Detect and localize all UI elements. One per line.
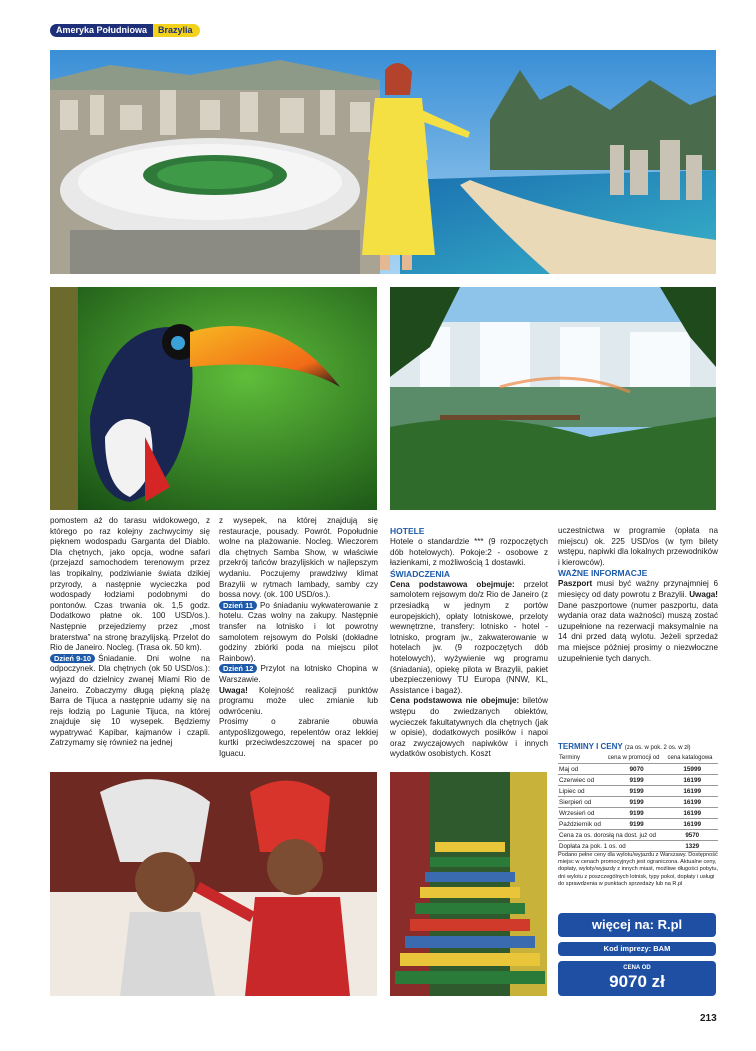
program-text: Prosimy o zabranie obuwia antypoślizgowego, repelentów oraz lekkiej kurtki przeciwdeszczowej na spacer po Iguacu. <box>219 717 378 759</box>
text-column-1 <box>50 516 210 749</box>
more-info-button[interactable]: więcej na: R.pl <box>558 913 716 937</box>
section-heading-important: WAŻNE INFORMACJE <box>558 568 648 579</box>
passport-label: Paszport <box>558 579 593 589</box>
table-header-row <box>558 753 718 764</box>
included-label: Cena podstawowa obejmuje: <box>390 579 515 589</box>
term-cell: Sierpień od <box>558 797 607 808</box>
header-cell: Terminy <box>558 753 607 764</box>
section-heading-services: ŚWIADCZENIA <box>390 568 450 579</box>
text-column-2 <box>219 516 378 760</box>
table-row-single-supplement <box>558 841 718 852</box>
header-cell: cena katalogowa <box>666 753 718 764</box>
passport-text: musi być ważny przynajmniej 6 miesięcy od daty powrotu z Brazylii. <box>558 579 718 599</box>
text-column-4 <box>558 526 718 664</box>
photo-samba-dancers <box>50 772 377 996</box>
term-cell: Maj od <box>558 764 607 775</box>
price-from-box[interactable] <box>558 961 716 996</box>
catalog-price-cell: 16199 <box>666 797 718 808</box>
warning-label: Uwaga! <box>219 685 248 695</box>
extra-label-cell: Cena za os. dorosłą na dost. już od <box>558 830 666 841</box>
term-cell: Wrzesień od <box>558 808 607 819</box>
price-from-label: CENA OD <box>623 965 651 971</box>
extra-value-cell: 9570 <box>666 830 718 841</box>
program-text: Śniadanie. Dni wolne na odpoczynek. Dla chętnych (ok 50 USD/os.): wyjazd do dzielnicy zwanej Miami Rio de Janeiro. Zobaczymy długą piękną plażę Barra de Tijuca a następnie udamy się na rejs łodzią po Lagunie Tijuca, na której znajduje się 10 wysepek. Będziemy wypatrywać Kapibar, kajmanów i czapli. Zatrzymamy się również na jednej <box>50 653 210 748</box>
hotels-text: Hotele o standardzie *** (9 rozpoczętych dób hotelowych). Pokoje:2 - osobowe z łazienkami, z możliwością 1 dostawki. <box>390 537 548 568</box>
warning-text: Kolejność realizacji punktów programu może ulec zmianie lub odwróceniu. <box>219 685 378 716</box>
photo-rio-panorama <box>50 50 716 274</box>
term-cell: Lipiec od <box>558 786 607 797</box>
price-disclaimer: Podano pełne ceny dla wylotu/wyjazdu z Warszawy. Dostępność miejsc w cenach promocyjnych jest ograniczona. Aktualne ceny, dopłaty, wyloty/wyjazdy z innych miast, możliwe długości pobytu, dni wylotu z poszczególnych lotnisk, typy pokoi, dopłaty i usługi do sprawdzenia w punktach sprzedaży lub na R.pl <box>558 852 719 887</box>
breadcrumb <box>50 24 200 37</box>
promo-price-cell: 9199 <box>607 786 667 797</box>
catalog-price-cell: 16199 <box>666 819 718 830</box>
program-text: pomostem aż do tarasu widokowego, z którego po raz kolejny zachwycimy się pięknem wodospadu Garganta del Diablo. Dla chętnych, jako opcja, wodne safari (przejazd samochodem terenowym przez las tropikalny, podziwianie świata dzikiej przyrody, a następnie wycieczka pod wodospady łodziami podobnymi do pontonów. Czas trwania ok. 1,5 godz. Dodatkowo płatne ok. 100 USD/os.). Następnie przejedziemy przez „most braterstwa” na stronę brazylijską. Przelot do Rio de Janeiro. Nocleg. (Trasa ok. 50 km). <box>50 516 210 653</box>
breadcrumb-region: Ameryka Południowa <box>50 24 153 37</box>
term-cell: Czerwiec od <box>558 775 607 786</box>
promo-price-cell: 9199 <box>607 808 667 819</box>
price-table-grid <box>558 753 718 852</box>
extra-value-cell: 1329 <box>666 841 718 852</box>
fee-text: uczestnictwa w programie (opłata na miejscu) ok. 225 USD/os (w tym bilety wstępu, napiwki dla lokalnych przewodników i kierowców). <box>558 526 718 567</box>
catalog-price-cell: 15999 <box>666 764 718 775</box>
page-number: 213 <box>700 1013 717 1024</box>
day-badge: Dzień 11 <box>219 601 257 610</box>
promo-price-cell: 9199 <box>607 775 667 786</box>
promo-price-cell: 9199 <box>607 797 667 808</box>
program-text: Przylot na lotnisko Chopina w Warszawie. <box>219 664 378 684</box>
table-row <box>558 819 718 830</box>
breadcrumb-country: Brazylia <box>153 24 200 37</box>
table-row <box>558 786 718 797</box>
warning-text: Dane paszportowe (numer paszportu, data wydania oraz data ważności) muszą zostać uzupełnione na rezerwacji maksymalnie na 14 dni przed datą wylotu. Jeżeli sprzedaż ma miejsce później prosimy o niezwłoczne uzupełnienie tych danych. <box>558 600 718 663</box>
term-cell: Październik od <box>558 819 607 830</box>
program-text: Po śniadaniu wykwaterowanie z hotelu. Czas wolny na zakupy. Następnie transfer na lotnisko i lot powrotny samolotem rejsowym do Polski (dokładne godziny zbiórki poda na miejscu pilot Rainbow). <box>219 600 378 663</box>
photo-toucan <box>50 287 377 510</box>
included-text: przelot samolotem rejsowym do/z Rio de Janeiro (z przesiadką w jednym z portów europejskich), opłaty lotniskowe, przeloty wewnętrzne, transfery: lotnisko - hotel - lotnisko, program jw., zakwaterowanie w hotelach jw. (9 rozpoczętych dób hotelowych), wyżywienie wg programu (śniadania), opiekę pilota w Brazylii, pakiet ubezpieczeniowy TU Europa (NNW, KL, Assistance i bagaż). <box>390 579 548 695</box>
tour-code-badge: Kod imprezy: BAM <box>558 942 716 956</box>
warning-label: Uwaga! <box>689 589 718 599</box>
day-badge: Dzień 9-10 <box>50 654 95 663</box>
photo-selaron-steps <box>390 772 547 996</box>
promo-price-cell: 9199 <box>607 819 667 830</box>
day-badge: Dzień 12 <box>219 664 257 673</box>
text-column-3 <box>390 526 548 760</box>
price-from-value: 9070 zł <box>609 972 665 991</box>
header-cell: cena w promocji od <box>607 753 667 764</box>
table-row <box>558 764 718 775</box>
excluded-text: biletów wstępu do zwiedzanych obiektów, wycieczek fakultatywnych dla chętnych (jak w opisie), dodatkowych posiłków i napoi oraz zwyczajowych napiwków i innych wydatków osobistych. Koszt <box>390 696 548 759</box>
section-heading-hotels: HOTELE <box>390 526 425 536</box>
table-row-extra-bed <box>558 830 718 841</box>
catalog-price-cell: 16199 <box>666 786 718 797</box>
price-table-note: (za os. w pok. 2 os. w zł) <box>624 745 691 751</box>
extra-label-cell: Dopłata za pok. 1 os. od <box>558 841 666 852</box>
table-row <box>558 797 718 808</box>
table-row <box>558 775 718 786</box>
price-table-heading: TERMINY I CENY <box>558 742 623 751</box>
price-table <box>558 742 718 852</box>
catalog-price-cell: 16199 <box>666 808 718 819</box>
table-row <box>558 808 718 819</box>
photo-iguazu-falls <box>390 287 716 510</box>
catalog-price-cell: 16199 <box>666 775 718 786</box>
price-table-title <box>558 742 718 751</box>
excluded-label: Cena podstawowa nie obejmuje: <box>390 696 520 706</box>
promo-price-cell: 9070 <box>607 764 667 775</box>
program-text: z wysepek, na której znajdują się restauracje, pousady. Powrót. Popołudnie wolne na plażowanie. Nocleg. Wieczorem dla chętnych Samba Show, w właściwie przekrój tańców brazylijskich w najlepszym wydaniu. Poczujemy prawdziwy klimat Brazylii w rytmach lambady, samby czy bossa novy. (ok. 100 USD/os.). <box>219 516 378 600</box>
